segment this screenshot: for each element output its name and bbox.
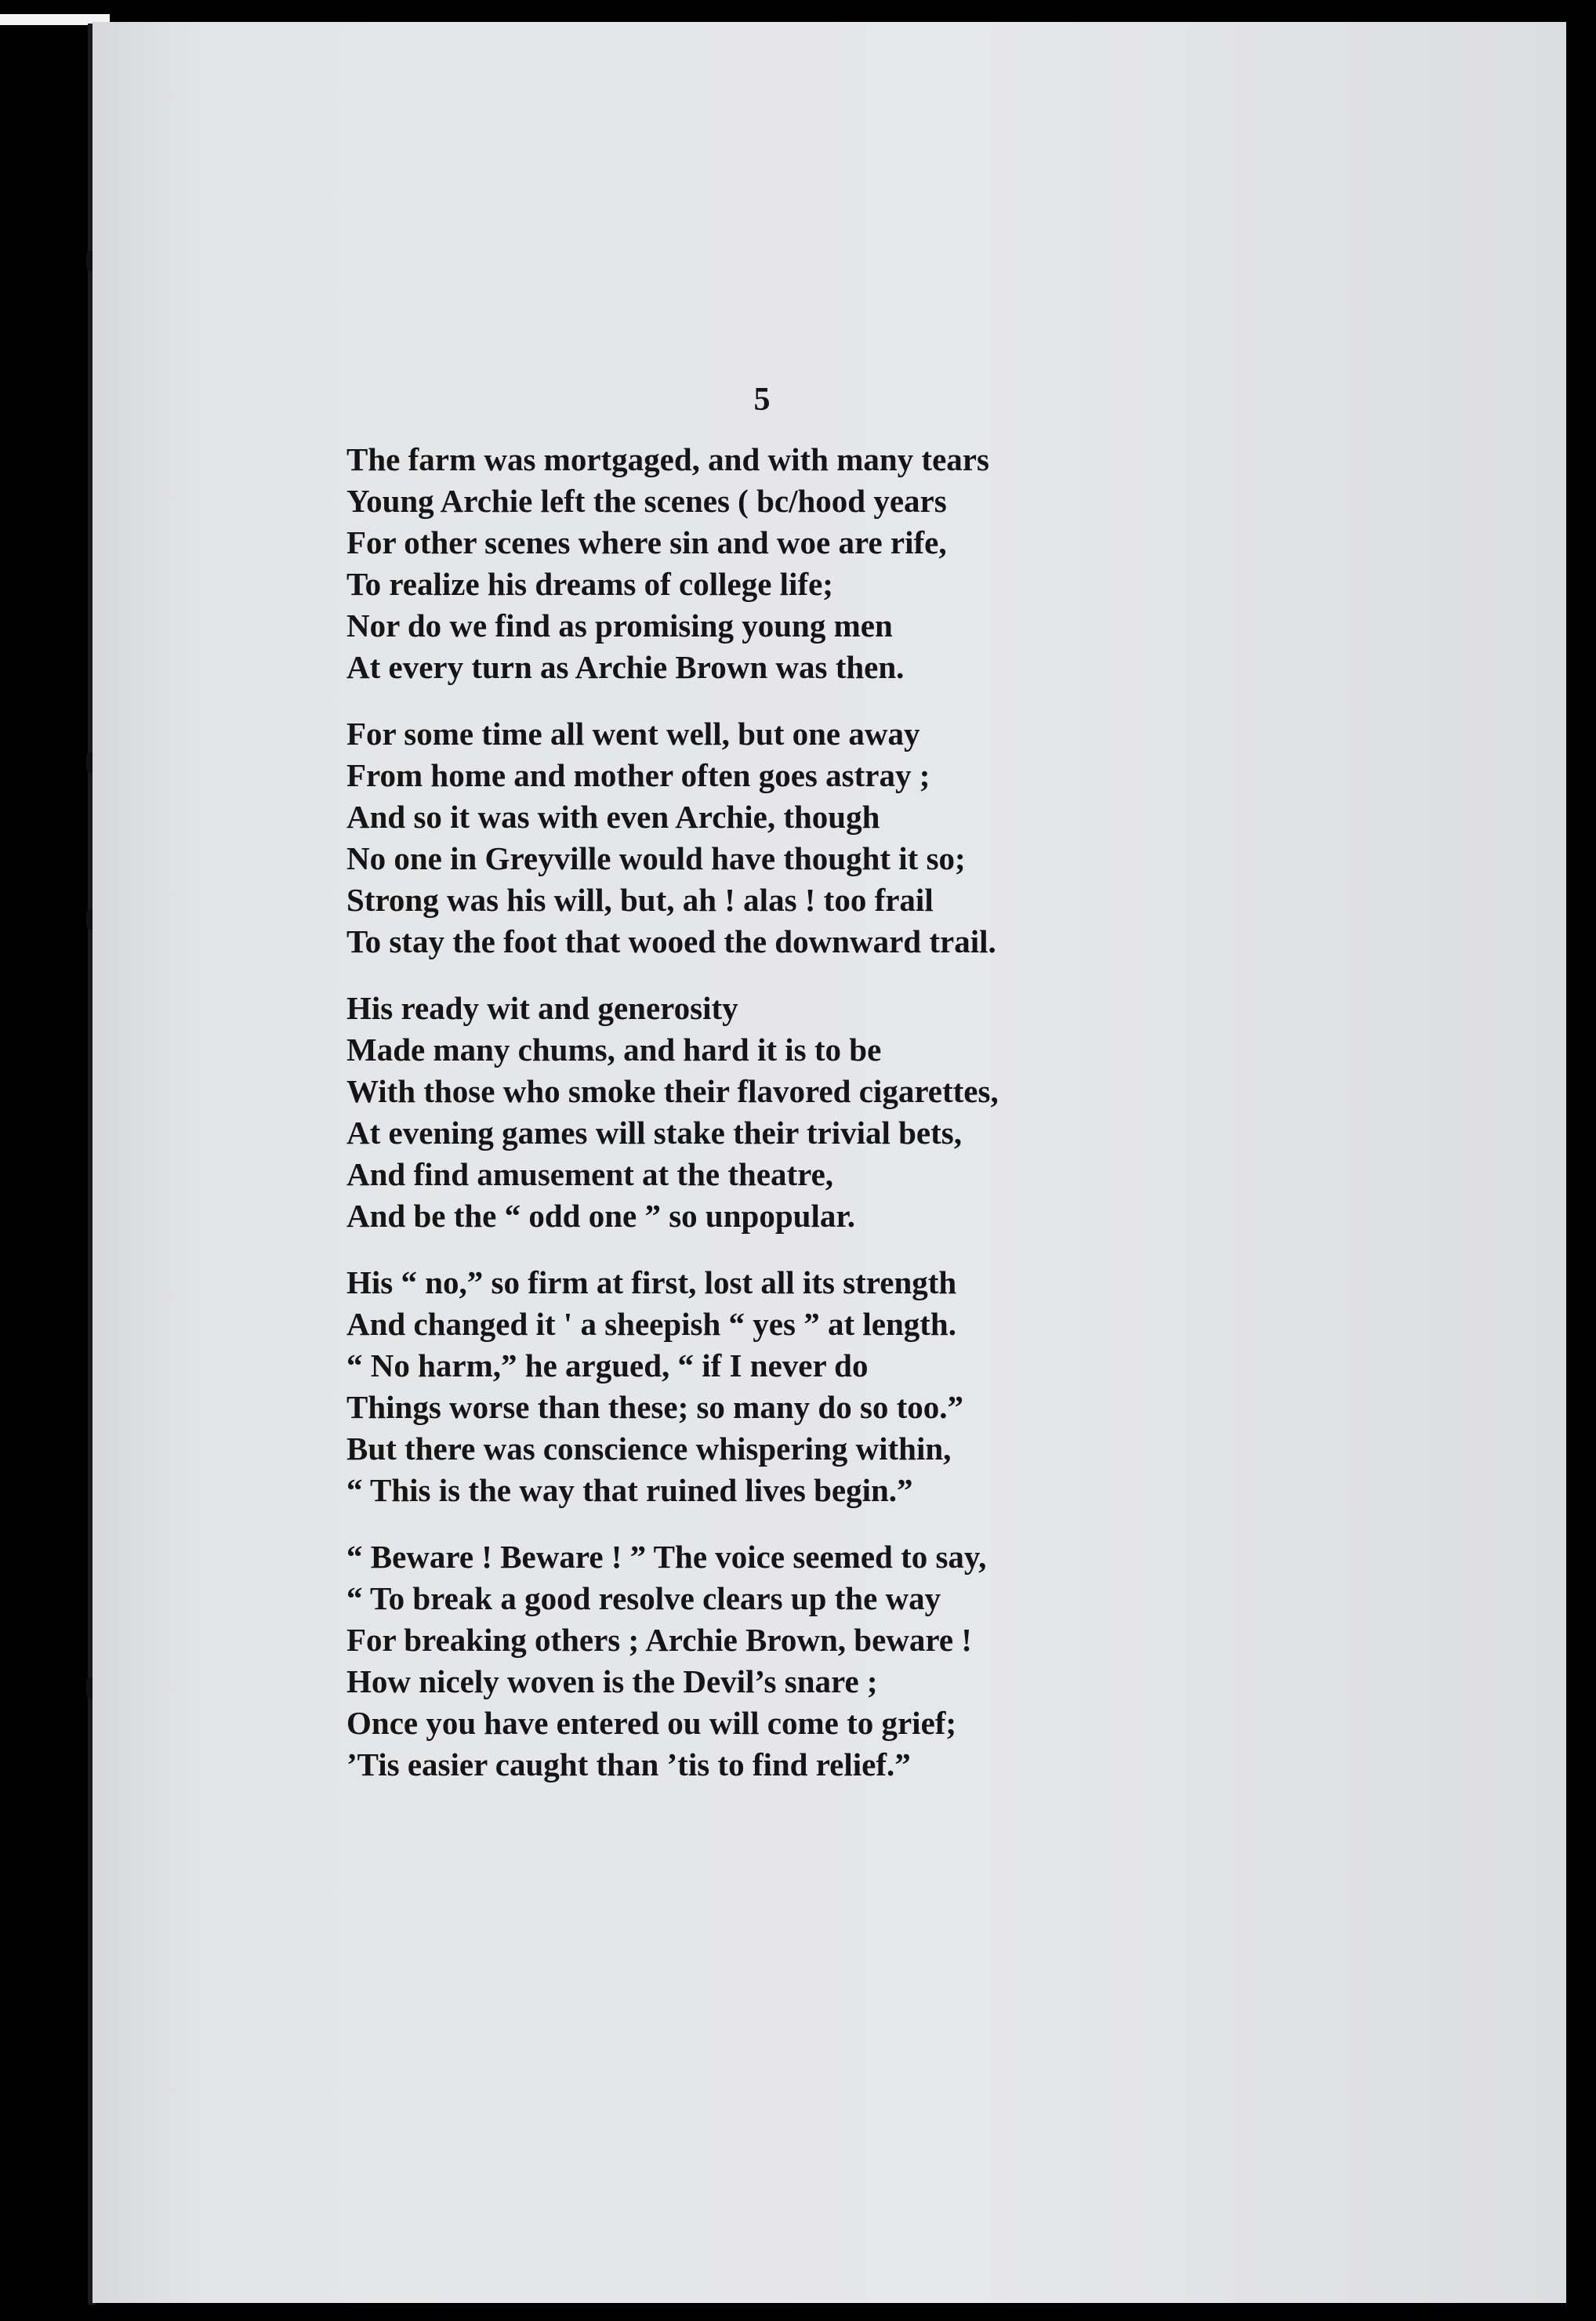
poem-line: Strong was his will, but, ah ! alas ! too frail [346, 882, 934, 918]
poem-line: His “ no,” so firm at first, lost all its strength [346, 1264, 957, 1300]
stanza [346, 713, 1130, 963]
poem-line: And be the “ odd one ” so unpopular. [346, 1198, 856, 1234]
poem-line: At every turn as Archie Brown was then. [346, 649, 905, 685]
poem-line: “ This is the way that ruined lives begin.” [346, 1472, 913, 1508]
poem-line: For some time all went well, but one away [346, 716, 920, 752]
poem-line: To stay the foot that wooed the downward trail. [346, 923, 996, 959]
poem-line: Young Archie left the scenes ( bc/hood years [346, 483, 947, 519]
poem-line: To realize his dreams of college life; [346, 566, 833, 602]
poem-line: Things worse than these; so many do so too.” [346, 1389, 964, 1425]
poem-body [346, 439, 1130, 1811]
poem-line: And so it was with even Archie, though [346, 799, 880, 835]
poem-line: At evening games will stake their trivial bets, [346, 1115, 962, 1151]
poem-line: His ready wit and generosity [346, 990, 738, 1026]
poem-line: “ To break a good resolve clears up the way [346, 1580, 941, 1616]
poem-line: How nicely woven is the Devil’s snare ; [346, 1663, 878, 1699]
poem-line: Nor do we find as promising young men [346, 607, 893, 644]
stanza [346, 439, 1130, 688]
poem-line: “ Beware ! Beware ! ” The voice seemed to say, [346, 1539, 987, 1575]
page-number: 5 [753, 382, 771, 418]
poem-line: With those who smoke their flavored cigarettes, [346, 1073, 999, 1109]
poem-line: From home and mother often goes astray ; [346, 757, 930, 793]
poem-line: For breaking others ; Archie Brown, beware ! [346, 1622, 972, 1658]
poem-line: And find amusement at the theatre, [346, 1156, 834, 1192]
poem-line: ’Tis easier caught than ’tis to find relief.” [346, 1746, 911, 1782]
poem-line: Made many chums, and hard it is to be [346, 1032, 882, 1068]
poem-line: Once you have entered ou will come to grief; [346, 1705, 957, 1741]
stanza [346, 1536, 1130, 1786]
poem-line: And changed it ' a sheepish “ yes ” at length. [346, 1306, 956, 1342]
poem-line: But there was conscience whispering within, [346, 1431, 952, 1467]
stanza [346, 1262, 1130, 1511]
poem-line: No one in Greyville would have thought it so; [346, 840, 966, 876]
poem-line: The farm was mortgaged, and with many tears [346, 441, 989, 477]
poem-line: “ No harm,” he argued, “ if I never do [346, 1347, 869, 1384]
poem-line: For other scenes where sin and woe are rife, [346, 524, 947, 560]
stanza [346, 988, 1130, 1237]
